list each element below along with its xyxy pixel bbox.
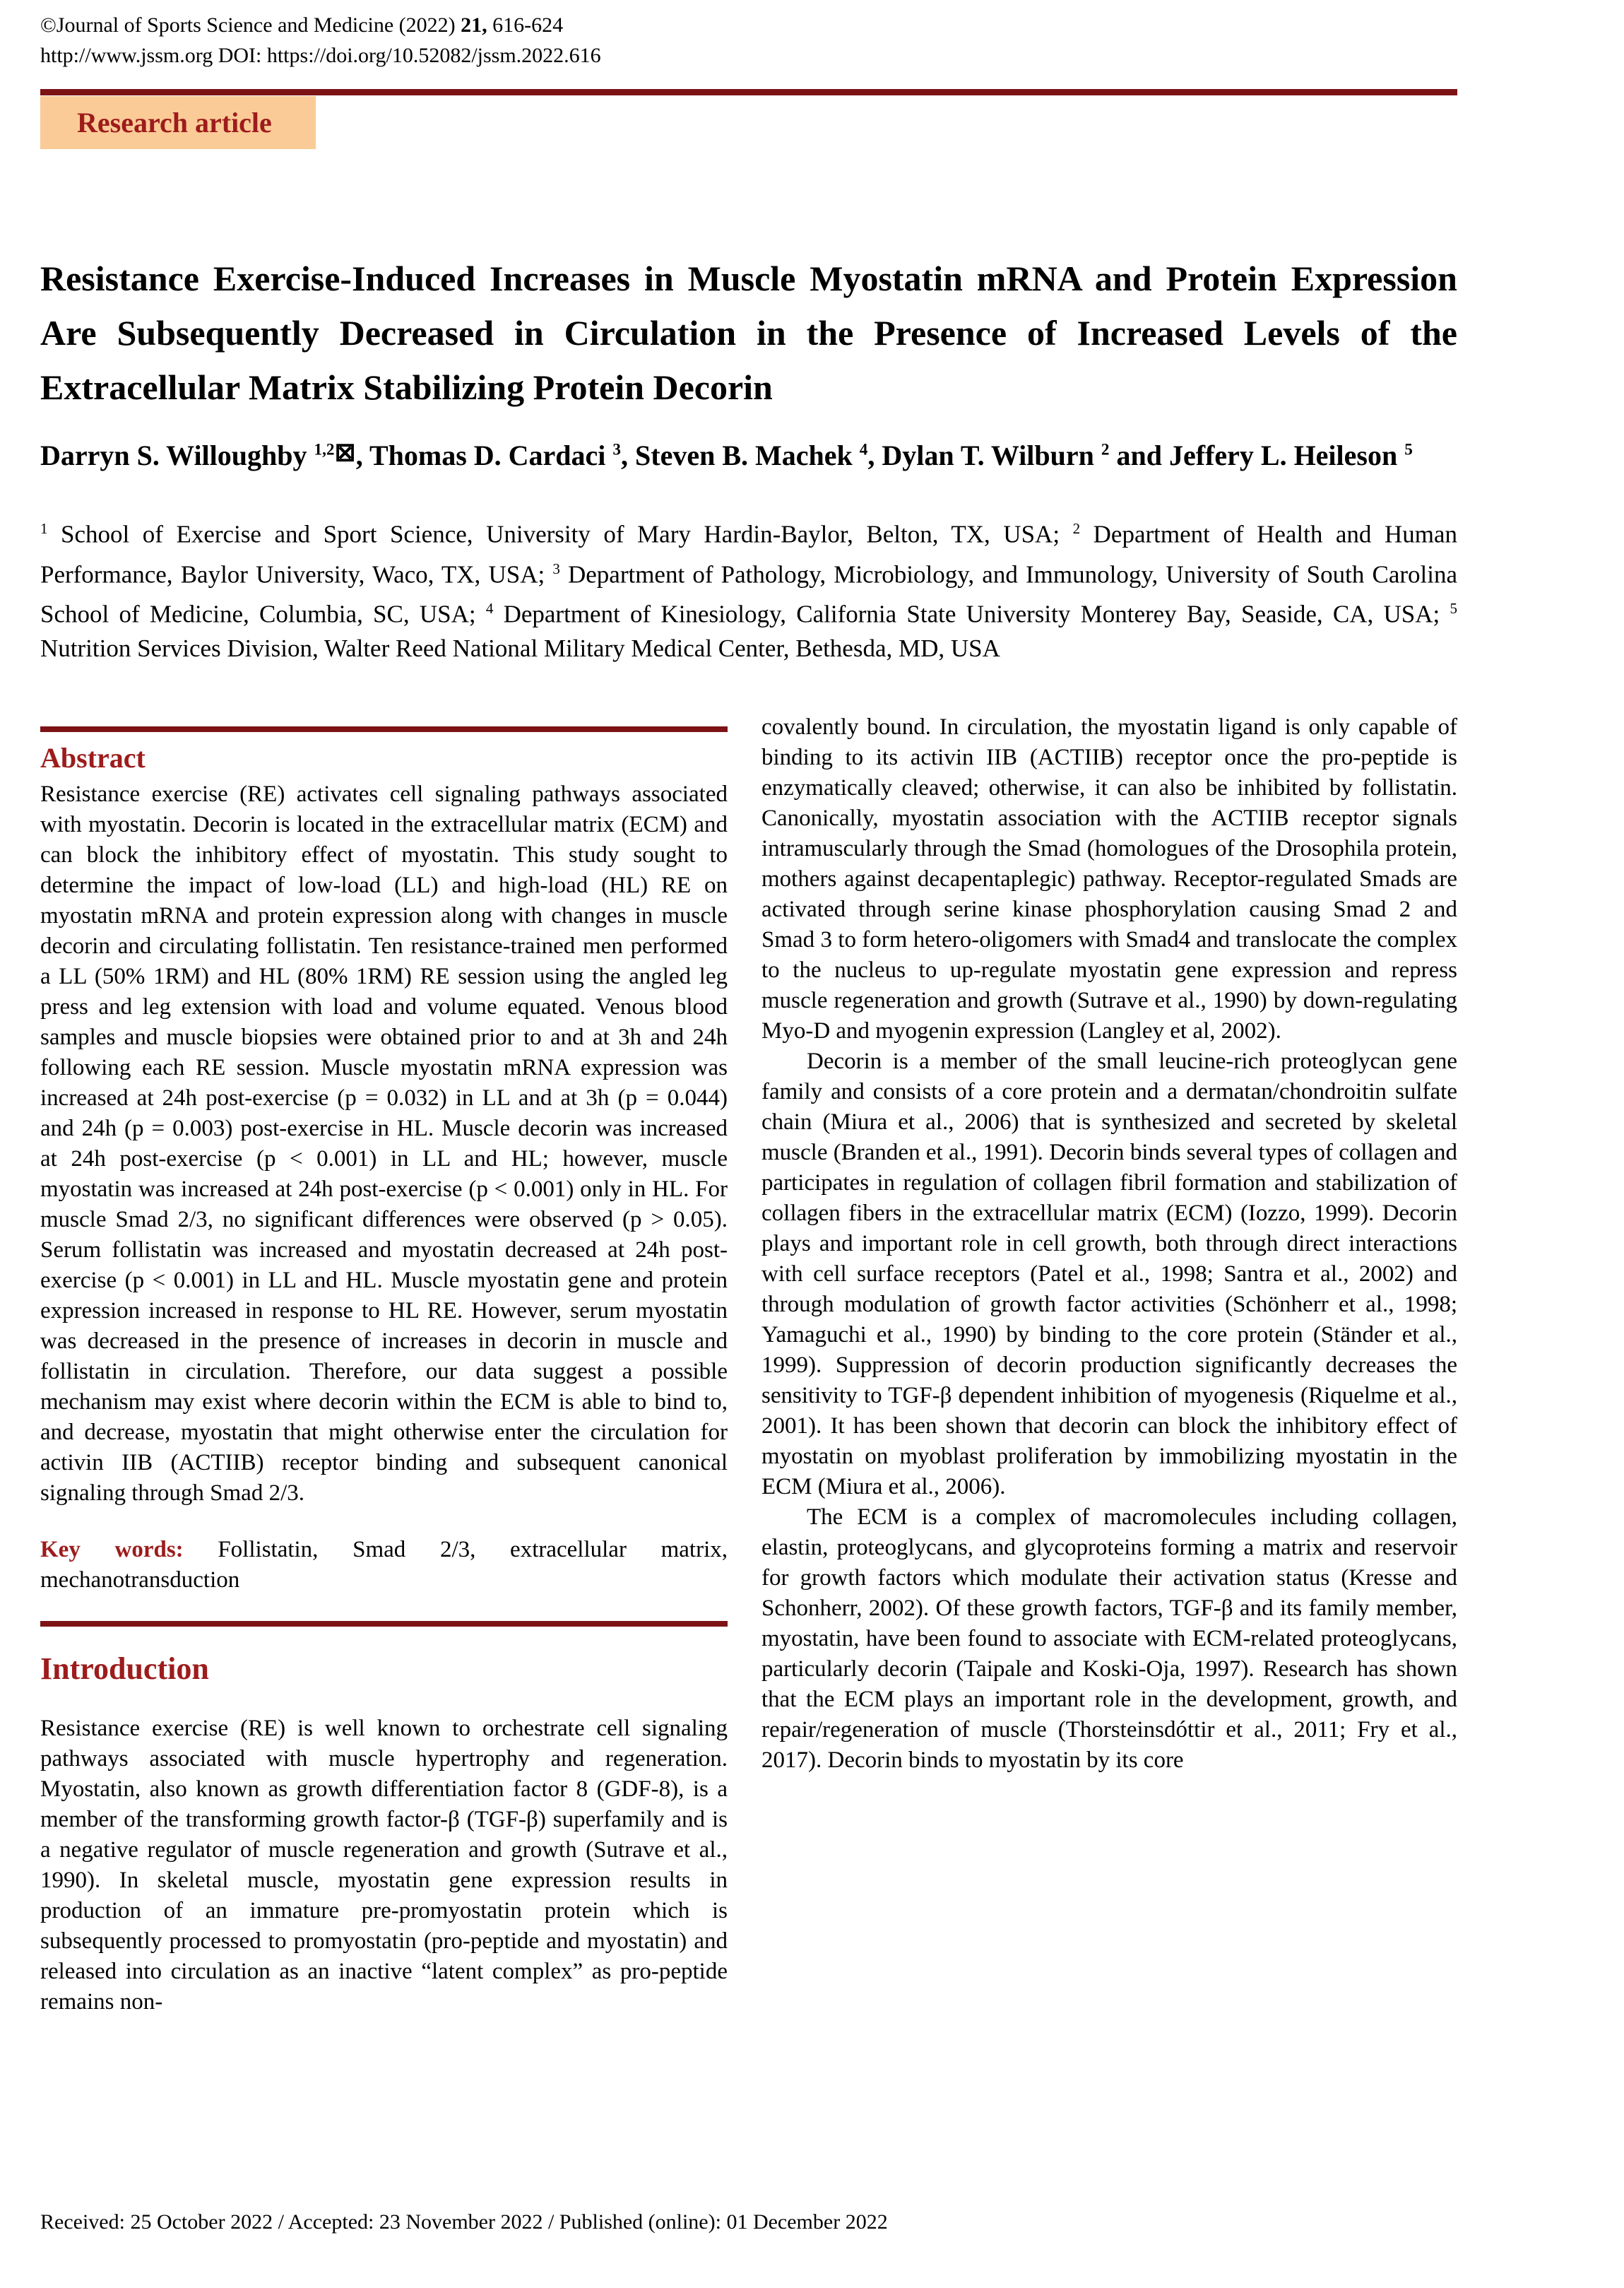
journal-line-prefix: ©Journal of Sports Science and Medicine (2022) — [40, 13, 461, 37]
affiliation-marker: 3 — [552, 560, 560, 577]
affiliation-marker: 5 — [1450, 600, 1457, 618]
right-column — [761, 712, 1457, 1776]
introduction-paragraph-3: The ECM is a complex of macromolecules including collagen, elastin, proteoglycans, and glycoproteins forming a matrix and reservoir for growth factors which modulate their activation status (Kresse and Schonherr, 2002). Of these growth factors, TGF-β and its family member, myostatin, have been found to associate with ECM-related proteoglycans, particularly decorin (Taipale and Koski-Oja, 1997). Research has shown that the ECM plays an important role in the development, growth, and repair/regeneration of muscle (Thorsteinsdóttir et al., 2011; Fry et al., 2017). Decorin binds to myostatin by its core — [761, 1504, 1457, 1773]
affiliation-marker: 1 — [40, 520, 48, 537]
introduction-paragraph-1: Resistance exercise (RE) is well known to orchestrate cell signaling pathways associated with muscle hypertrophy and regeneration. Myostatin, also known as growth differentiation factor 8 (GDF-8), is a member of the transforming growth factor-β (TGF-β) superfamily and is a negative regulator of muscle regeneration and growth (Sutrave et al., 1990). In skeletal muscle, myostatin gene expression results in production of an immature pre-promyostatin protein which is subsequently processed to promyostatin (pro-peptide and myostatin) and released into circulation as an inactive “latent complex” as pro-peptide remains non- — [40, 1716, 728, 2015]
journal-line — [40, 10, 601, 40]
article-title: Resistance Exercise-Induced Increases in Muscle Myostatin mRNA and Protein Expression Are Subsequently Decreased in Circulation in the Presence of Increased Levels of the Extracellular Matrix Stabilizing Protein Decorin — [40, 259, 1457, 407]
affiliation-marker: 2 — [1072, 520, 1081, 537]
article-type-label: Research article — [77, 107, 272, 138]
journal-pages: 616-624 — [487, 13, 564, 37]
affiliation-text: Department of Kinesiology, California State University Monterey Bay, Seaside, CA, USA; — [493, 600, 1450, 628]
introduction-paragraph-2: Decorin is a member of the small leucine-rich proteoglycan gene family and consists of a core protein and a dermatan/chondroitin sulfate chain (Miura et al., 2006) that is synthesized and secreted by skeletal muscle (Branden et al., 1991). Decorin binds several types of collagen and participates in regulation of collagen fibril formation and stabilization of collagen fibers in the extracellular matrix (ECM) (Iozzo, 1999). Decorin plays and important role in cell growth, both through direct interactions with cell surface receptors (Patel et al., 1998; Santra et al., 2002) and through modulation of growth factor activities (Schönherr et al., 1998; Yamaguchi et al., 1990) by binding to the core protein (Ständer et al., 1999). Suppression of decorin production significantly decreases the sensitivity to TGF-β dependent inhibition of myogenesis (Riquelme et al., 2001). It has been shown that decorin can block the inhibitory effect of myostatin on myoblast proliferation by immobilizing myostatin in the ECM (Miura et al., 2006). — [761, 1049, 1457, 1499]
author: Jeffery L. Heileson $^5$ — [1168, 440, 1413, 472]
introduction-paragraph-1-continued: covalently bound. In circulation, the myostatin ligand is only capable of binding to its activin IIB (ACTIIB) receptor once the pro-peptide is enzymatically cleaved; otherwise, it can also be inhibited by follistatin. Canonically, myostatin association with the ACTIIB receptor signals intramuscularly through the Smad (homologues of the Drosophila protein, mothers against decapentaplegic) pathway. Receptor-regulated Smads are activated through serine kinase phosphorylation causing Smad 2 and Smad 3 to form hetero-oligomers with Smad4 and translocate the complex to the nucleus to up-regulate myostatin gene expression and repress muscle regeneration and growth (Sutrave et al., 1990) by down-regulating Myo-D and myogenin expression (Langley et al, 2002). — [761, 714, 1457, 1044]
abstract-top-rule — [40, 726, 728, 732]
top-rule — [40, 89, 1457, 95]
affiliation-marker: 4 — [485, 600, 494, 618]
introduction-top-rule — [40, 1621, 728, 1627]
abstract-heading: Abstract — [40, 742, 146, 774]
journal-volume: 21, — [461, 13, 487, 37]
author: Thomas D. Cardaci $^3$, — [369, 440, 636, 472]
author: Darryn S. Willoughby $^{1,2}$⊠, — [40, 438, 369, 472]
keywords-text: Follistatin, Smad 2/3, extracellular matrix, mechanotransduction — [40, 1537, 728, 1593]
authors-line — [40, 431, 1457, 475]
affiliation-text: School of Exercise and Sport Science, University of Mary Hardin-Baylor, Belton, TX, USA; — [47, 520, 1073, 548]
left-column — [40, 726, 728, 2017]
author: Dylan T. Wilburn $^2$ and — [882, 440, 1169, 472]
footer-dates: Received: 25 October 2022 / Accepted: 23 November 2022 / Published (online): 01 December 2022 — [40, 2210, 888, 2234]
abstract-text: Resistance exercise (RE) activates cell signaling pathways associated with myostatin. Decorin is located in the extracellular matrix (ECM) and can block the inhibitory effect of myostatin. This study sought to determine the impact of low-load (LL) and high-load (HL) RE on myostatin mRNA and protein expression along with changes in muscle decorin and circulating follistatin. Ten resistance-trained men performed a LL (50% 1RM) and HL (80% 1RM) RE session using the angled leg press and leg extension with load and volume equated. Venous blood samples and muscle biopsies were obtained prior to and at 3h and 24h following each RE session. Muscle myostatin mRNA expression was increased at 24h post-exercise (p = 0.032) in LL and at 3h (p = 0.044) and 24h (p = 0.003) post-exercise in HL. Muscle decorin was increased at 24h post-exercise (p < 0.001) in LL and HL; however, muscle myostatin was increased at 24h post-exercise (p < 0.001) only in HL. For muscle Smad 2/3, no significant differences were observed (p > 0.05). Serum follistatin was increased and myostatin decreased at 24h post-exercise (p < 0.001) in LL and HL. Muscle myostatin gene and protein expression increased in response to HL RE. However, serum myostatin was decreased in the presence of increases in decorin in muscle and follistatin in circulation. Therefore, our data suggest a possible mechanism may exist where decorin within the ECM is able to bind to, and decrease, myostatin that might otherwise enter the circulation for activin IIB (ACTIIB) receptor binding and subsequent canonical signaling through Smad 2/3. — [40, 782, 728, 1506]
author: Steven B. Machek $^4$, — [635, 440, 882, 472]
keywords-label: Key words: — [40, 1537, 184, 1562]
affiliation-text: Department of Pathology, Microbiology, and Immunology, University of South Carolina School of Medicine, Columbia, SC, USA; — [40, 560, 1457, 628]
doi-line: http://www.jssm.org DOI: https://doi.org/10.52082/jssm.2022.616 — [40, 44, 601, 67]
journal-header — [40, 10, 601, 71]
corresponding-author-icon: ⊠ — [334, 438, 356, 467]
introduction-heading: Introduction — [40, 1651, 209, 1686]
affiliation-text: Department of Health and Human Performance, Baylor University, Waco, TX, USA; — [40, 520, 1457, 589]
affiliations — [40, 512, 1457, 666]
affiliation-text: Nutrition Services Division, Walter Reed National Military Medical Center, Bethesda, MD, USA — [40, 634, 1000, 662]
keywords-line — [40, 1535, 728, 1596]
article-type-badge — [40, 96, 316, 149]
